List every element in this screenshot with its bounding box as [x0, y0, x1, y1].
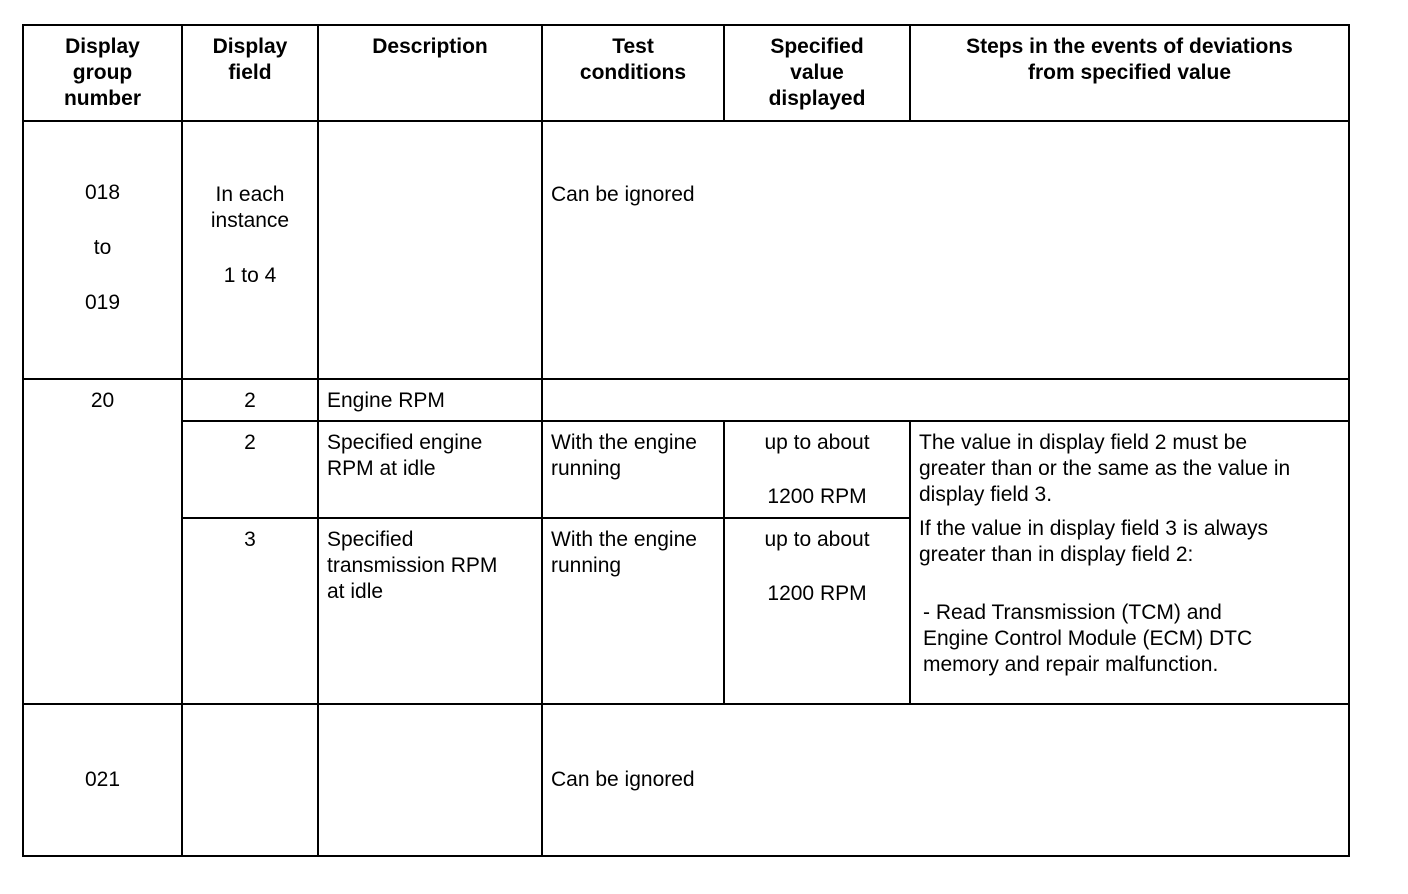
test-conditions-cell: With the engine running — [542, 421, 724, 518]
header-specified-value: Specified value displayed — [724, 25, 910, 121]
diagnostic-table — [22, 24, 1350, 857]
test-conditions-cell: With the engine running — [542, 518, 724, 704]
description-cell: Specified engine RPM at idle — [318, 421, 542, 518]
field-cell: 3 — [182, 518, 318, 704]
group-number-cell: 20 — [23, 379, 182, 704]
description-cell: Engine RPM — [318, 379, 542, 421]
header-steps: Steps in the events of deviations from specified value — [910, 25, 1349, 121]
ignore-note: Can be ignored — [542, 121, 1349, 379]
field-cell: 2 — [182, 421, 318, 518]
steps-paragraph: If the value in display field 3 is always greater than in display field 2: — [919, 517, 1269, 566]
header-row — [23, 25, 1349, 121]
steps-action: - Read Transmission (TCM) and Engine Control Module (ECM) DTC memory and repair malfunction. — [923, 601, 1253, 676]
specified-value-cell: up to about 1200 RPM — [724, 421, 910, 518]
table-row — [23, 421, 1349, 518]
group-number-start: 018 — [84, 181, 121, 204]
group-number-cell — [23, 121, 182, 379]
steps-cell — [910, 421, 1349, 704]
description-cell — [318, 704, 542, 856]
table-row — [23, 704, 1349, 856]
field-cell — [182, 704, 318, 856]
table-row — [23, 379, 1349, 421]
description-cell — [318, 121, 542, 379]
steps-paragraph: The value in display field 2 must be greater than or the same as the value in display field 3. — [919, 431, 1291, 506]
header-test-conditions: Test conditions — [542, 25, 724, 121]
header-group-number: Display group number — [23, 25, 182, 121]
field-cell: 2 — [182, 379, 318, 421]
group-number-end: 019 — [84, 291, 121, 314]
field-cell: In each instance 1 to 4 — [182, 121, 318, 379]
header-description: Description — [318, 25, 542, 121]
specified-value-cell: up to about 1200 RPM — [724, 518, 910, 704]
empty-cell — [542, 379, 1349, 421]
header-field: Display field — [182, 25, 318, 121]
group-number-to: to — [93, 236, 112, 259]
ignore-note: Can be ignored — [542, 704, 1349, 856]
description-cell: Specified transmission RPM at idle — [318, 518, 542, 704]
table-row — [23, 121, 1349, 379]
group-number-cell: 021 — [23, 704, 182, 856]
